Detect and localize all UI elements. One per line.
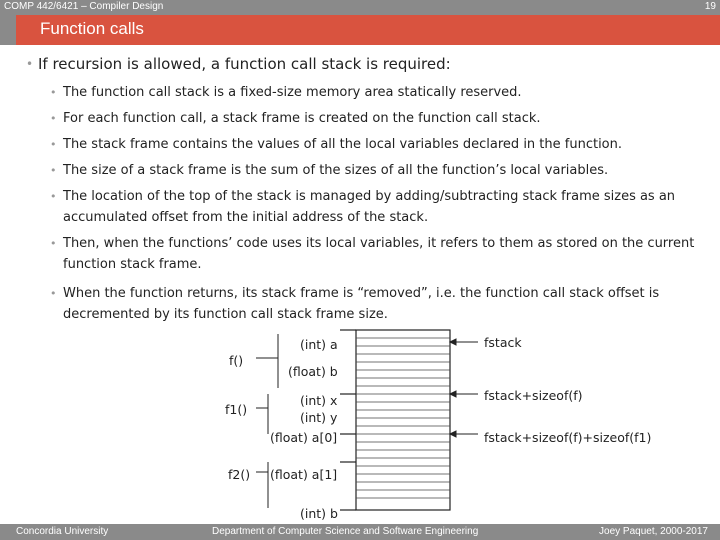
bullet-2: • For each function call, a stack frame is created on the function call stack. <box>26 108 706 129</box>
func-label-f2: f2() <box>228 467 251 482</box>
var-float-a0: (float) a[0] <box>270 430 338 445</box>
bullet-5: • The location of the top of the stack is managed by adding/subtracting stack frame sizes as an accumulated offset from the initial address of the stack. <box>26 186 706 228</box>
stack-diagram-graphic <box>0 322 720 522</box>
footer-university: Concordia University <box>16 526 109 537</box>
bullet-4: • The size of a stack frame is the sum of the sizes of all the function’s local variables. <box>26 160 706 181</box>
footer-bar <box>0 524 720 540</box>
var-int-y: (int) y <box>300 410 338 425</box>
stack-column <box>356 330 450 510</box>
slide-number: 19 <box>704 1 716 12</box>
footer-department: Department of Computer Science and Software Engineering <box>212 526 479 537</box>
bullet-return: • When the function returns, its stack frame is “removed”, i.e. the function call stack offset is decremented by its function call stack frame size. <box>26 283 706 325</box>
bullet-1: • The function call stack is a fixed-size memory area statically reserved. <box>26 82 706 103</box>
stack-diagram <box>0 322 720 522</box>
slide-content <box>26 54 706 333</box>
course-name: COMP 442/6421 – Compiler Design <box>4 1 164 12</box>
pointer-fstack-sizeof-f-f1: fstack+sizeof(f)+sizeof(f1) <box>484 430 652 445</box>
pointer-arrows <box>450 339 478 437</box>
bullet-then: • Then, when the functions’ code uses its local variables, it refers to them as stored on the current function stack frame. <box>26 233 706 275</box>
var-int-b: (int) b <box>300 506 338 521</box>
slide-title: Function calls <box>40 19 144 38</box>
title-bar <box>0 15 720 45</box>
func-label-f1: f1() <box>225 402 248 417</box>
title-accent <box>0 15 16 45</box>
frame-dividers <box>340 330 356 510</box>
var-float-b: (float) b <box>288 364 338 379</box>
intro-bullet: • If recursion is allowed, a function call stack is required: <box>26 54 706 74</box>
top-bar <box>0 0 720 15</box>
var-int-x: (int) x <box>300 393 338 408</box>
pointer-fstack-sizeof-f: fstack+sizeof(f) <box>484 388 583 403</box>
func-label-f: f() <box>229 353 244 368</box>
footer-author: Joey Paquet, 2000-2017 <box>599 526 708 537</box>
pointer-fstack: fstack <box>484 335 522 350</box>
bullet-3: • The stack frame contains the values of all the local variables declared in the function. <box>26 134 706 155</box>
var-float-a1: (float) a[1] <box>270 467 338 482</box>
var-int-a: (int) a <box>300 337 338 352</box>
stack-rows <box>356 338 450 498</box>
